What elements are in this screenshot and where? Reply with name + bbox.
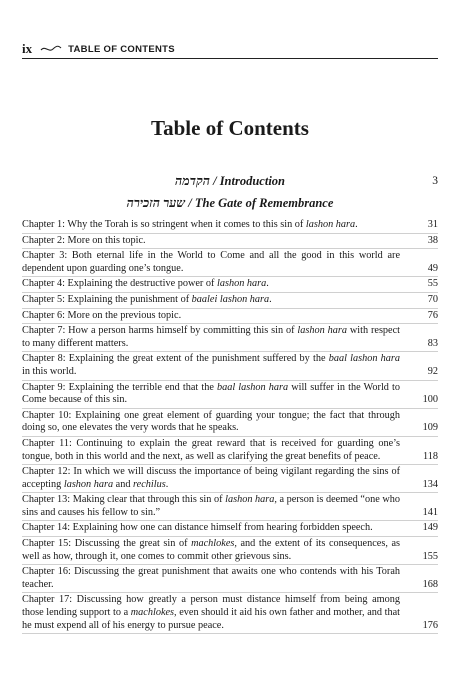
toc-entry <box>22 235 438 250</box>
toc-entry <box>22 438 438 465</box>
toc-entry <box>22 466 438 493</box>
toc-entry <box>22 353 438 380</box>
toc-entry-title: Chapter 6: More on the previous topic. <box>22 309 182 321</box>
toc-entry-page: 141 <box>422 506 438 518</box>
toc-entry-page: 155 <box>422 550 438 562</box>
toc-entry-page: 100 <box>422 394 438 406</box>
toc-entry-title: Chapter 9: Explaining the terrible end that the baal lashon hara will suffer in the World to Come because of this sin. <box>22 381 400 406</box>
toc-entry-title: Chapter 7: How a person harms himself by committing this sin of lashon hara with respect to many different matters. <box>22 325 401 349</box>
toc-entry-title: Chapter 13: Making clear that through this sin of lashon hara, a person is deemed “one who sins and causes his fellow to sin.” <box>22 494 401 518</box>
toc-entry <box>22 219 438 234</box>
toc-entry-title: Chapter 3: Both eternal life in the World to Come and all the good in this world are dependent upon guarding one’s tongue. <box>22 250 400 274</box>
toc-entry-page: 70 <box>427 293 438 305</box>
toc-entry-title: Chapter 14: Explaining how one can distance himself from hearing forbidden speech. <box>22 522 373 534</box>
toc-entry-page: 31 <box>427 219 438 230</box>
toc-entry-title: Chapter 10: Explaining one great element of guarding your tongue; the fact that through doing so, one elevates the very words that he speaks. <box>22 409 400 434</box>
toc-entry-title: Chapter 16: Discussing the great punishment that awaits one who contends with his Torah teacher. <box>22 566 400 590</box>
toc-entry-page: 55 <box>427 278 438 290</box>
intro-heading: הקדמה / Introduction <box>175 174 285 188</box>
toc-entry-page: 49 <box>427 262 438 274</box>
toc-entry <box>22 278 438 293</box>
ornament-icon <box>40 44 62 54</box>
toc-entry-title: Chapter 4: Explaining the destructive power of lashon hara. <box>22 278 269 290</box>
toc-entry <box>22 594 438 634</box>
toc-entry-title: Chapter 1: Why the Torah is so stringent when it comes to this sin of lashon hara. <box>22 219 358 230</box>
toc-entry <box>22 310 438 325</box>
toc-entry-page: 38 <box>427 234 438 246</box>
toc-entry-title: Chapter 5: Explaining the punishment of baalei lashon hara. <box>22 293 272 305</box>
toc-entry <box>22 410 438 437</box>
toc-entry-title: Chapter 12: In which we will discuss the importance of being vigilant regarding the sins of accepting lashon hara and rechilus. <box>22 466 400 490</box>
toc-list <box>22 219 438 635</box>
running-head-title: TABLE OF CONTENTS <box>68 43 175 55</box>
running-head <box>22 41 438 57</box>
toc-entry <box>22 294 438 309</box>
toc-entry <box>22 522 438 537</box>
toc-entry <box>22 538 438 565</box>
toc-entry <box>22 494 438 521</box>
toc-entry-page: 134 <box>422 478 438 490</box>
intro-page-number: 3 <box>432 175 438 187</box>
page-number: ix <box>22 41 33 56</box>
toc-intro-row <box>22 174 438 192</box>
toc-entry-page: 149 <box>422 522 438 534</box>
header-rule <box>22 58 438 59</box>
toc-entry <box>22 382 438 409</box>
page-title: Table of Contents <box>151 116 309 140</box>
toc-entry-title: Chapter 15: Discussing the great sin of machlokes, and the extent of its consequences, as well as how, through it, one comes to commit other grievous sins. <box>22 538 401 562</box>
toc-entry-page: 76 <box>427 309 438 321</box>
toc-entry <box>22 566 438 593</box>
toc-entry-title: Chapter 8: Explaining the great extent of the punishment suffered by the baal lashon hara in this world. <box>22 353 400 377</box>
toc-entry <box>22 250 438 277</box>
toc-entry-page: 168 <box>422 578 438 590</box>
toc-entry-page: 109 <box>422 422 438 434</box>
toc-entry-page: 176 <box>422 619 438 631</box>
toc-entry-title: Chapter 2: More on this topic. <box>22 234 146 246</box>
toc-entry-page: 118 <box>423 450 438 462</box>
toc-entry-page: 83 <box>427 337 438 349</box>
toc-entry <box>22 325 438 352</box>
toc-entry-page: 92 <box>427 365 438 377</box>
toc-entry-title: Chapter 17: Discussing how greatly a person must distance himself from being among those lending support to a machlokes, even should it aid his own father and mother, and that he must expend all of his energy to pursue peace. <box>22 594 400 631</box>
toc-entry-title: Chapter 11: Continuing to explain the great reward that is received for guarding one’s tongue, both in this world and the next, as well as clarifying the great benefits of peace. <box>22 437 400 462</box>
section-heading: שער הזכירה / The Gate of Remembrance <box>126 196 334 210</box>
